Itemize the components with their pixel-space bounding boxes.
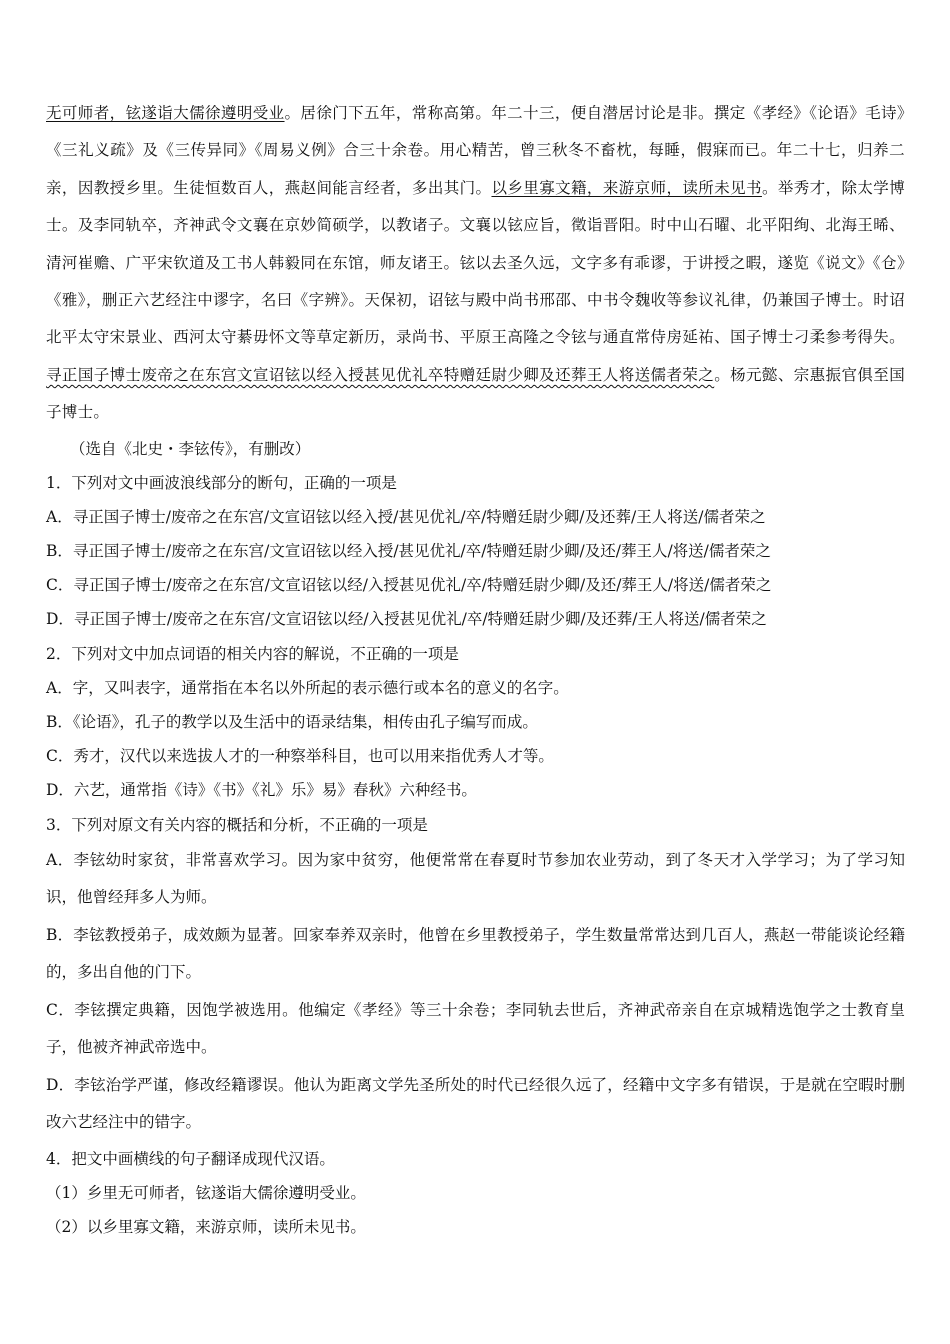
passage-text-1: 。居徐门下五年，常称高第。年二十三，便自潜居讨论是非。撰定《孝经》《论语》毛诗》《三礼义疏》及《三传异同》《周易义例》合三十余卷。用心精苦，曾三秋冬不畜枕，每睡，假寐而已。年二十七，归养二亲，因教授乡里。生徒恒数百人，燕赵间能言经者，多出其门。 [46, 104, 905, 197]
question-3-option-b: B．李铉教授弟子，成效颇为显著。回家奉养双亲时，他曾在乡里教授弟子，学生数量常常达到几百人，燕赵一带能谈论经籍的，多出自他的门下。 [46, 925, 905, 982]
question-3 [46, 808, 905, 1142]
question-3-option-c: C．李铉撰定典籍，因饱学被选用。他编定《孝经》等三十余卷；李同轨去世后，齐神武帝亲自在京城精选饱学之士教育皇子，他被齐神武帝选中。 [46, 1000, 905, 1057]
passage-source: （选自《北史・李铉传》，有删改） [70, 439, 311, 458]
question-3-option-a: A．李铉幼时家贫，非常喜欢学习。因为家中贫穷，他便常常在春夏时节参加农业劳动，到了冬天才入学学习；为了学习知识，他曾经拜多人为师。 [46, 850, 905, 907]
question-4 [46, 1142, 905, 1245]
question-1-option-b: B．寻正国子博士/废帝之在东宫/文宣诏铉以经入授/甚见优礼/卒/特赠廷尉少卿/及还/葬王人/将送/儒者荣之 [46, 542, 771, 561]
question-1-option-d: D．寻正国子博士/废帝之在东宫/文宣诏铉以经/入授甚见优礼/卒/特赠廷尉少卿/及还葬/王人将送/儒者荣之 [46, 610, 767, 629]
passage-text-3: 。杨元懿、宗惠振官俱至国子博士。 [46, 365, 905, 422]
question-3-option-d: D．李铉治学严谨，修改经籍谬误。他认为距离文学先圣所处的时代已经很久远了，经籍中文字多有错误，于是就在空暇时删改六艺经注中的错字。 [46, 1075, 905, 1132]
underlined-sentence-1: 无可师者，铉遂诣大儒徐遵明受业 [46, 104, 285, 122]
passage-text-2: 。举秀才，除太学博士。及李同轨卒，齐神武令文襄在京妙简硕学，以教诸子。文襄以铉应旨，徵诣晋阳。时中山石曜、北平阳绚、北海王晞、清河崔赡、广平宋钦道及工书人韩毅同在东馆，师友诸王。铉以去圣久远，文字多有乖谬，于讲授之暇，遂览《说文》《仓》《雅》，删正六艺经注中谬字，名曰《字辨》。天保初，诏铉与殿中尚书邢邵、中书令魏收等参议礼律，仍兼国子博士。时诏北平太守宋景业、西河太守綦毋怀文等草定新历，录尚书、平原王高隆之令铉与通直常侍房延祐、国子博士刁柔参考得失。 [46, 178, 906, 347]
question-1-stem: 1．下列对文中画波浪线部分的断句，正确的一项是 [46, 473, 397, 492]
question-2 [46, 637, 905, 808]
wavy-underlined-sentence: 寻正国子博士废帝之在东宫文宣诏铉以经入授甚见优礼卒特赠廷尉少卿及还葬王人将送儒者荣之 [46, 365, 715, 384]
question-2-option-a: A．字，又叫表字，通常指在本名以外所起的表示德行或本名的意义的名字。 [46, 678, 569, 697]
question-1-option-c: C．寻正国子博士/废帝之在东宫/文宣诏铉以经/入授甚见优礼/卒/特赠廷尉少卿/及还/葬王人/将送/儒者荣之 [46, 576, 772, 595]
underlined-sentence-2: 以乡里寡文籍，来游京师，读所未见书 [491, 178, 762, 197]
question-4-stem: 4．把文中画横线的句子翻译成现代汉语。 [46, 1149, 335, 1168]
question-2-option-b: B．《论语》，孔子的教学以及生活中的语录结集，相传由孔子编写而成。 [46, 713, 538, 732]
question-2-option-c: C．秀才，汉代以来选拔人才的一种察举科目，也可以用来指优秀人才等。 [46, 747, 554, 766]
question-2-stem: 2．下列对文中加点词语的相关内容的解说，不正确的一项是 [46, 644, 459, 663]
question-1 [46, 466, 905, 637]
question-4-item-1: （1）乡里无可师者，铉遂诣大儒徐遵明受业。 [46, 1184, 366, 1203]
question-1-option-a: A．寻正国子博士/废帝之在东宫/文宣诏铉以经入授/甚见优礼/卒/特赠廷尉少卿/及还葬/王人将送/儒者荣之 [46, 507, 766, 526]
question-4-item-2: （2）以乡里寡文籍，来游京师，读所未见书。 [46, 1218, 366, 1237]
question-3-stem: 3．下列对原文有关内容的概括和分析，不正确的一项是 [46, 815, 428, 834]
classical-passage [46, 95, 905, 432]
question-2-option-d: D．六艺，通常指《诗》《书》《礼》乐》易》春秋》六种经书。 [46, 781, 477, 800]
